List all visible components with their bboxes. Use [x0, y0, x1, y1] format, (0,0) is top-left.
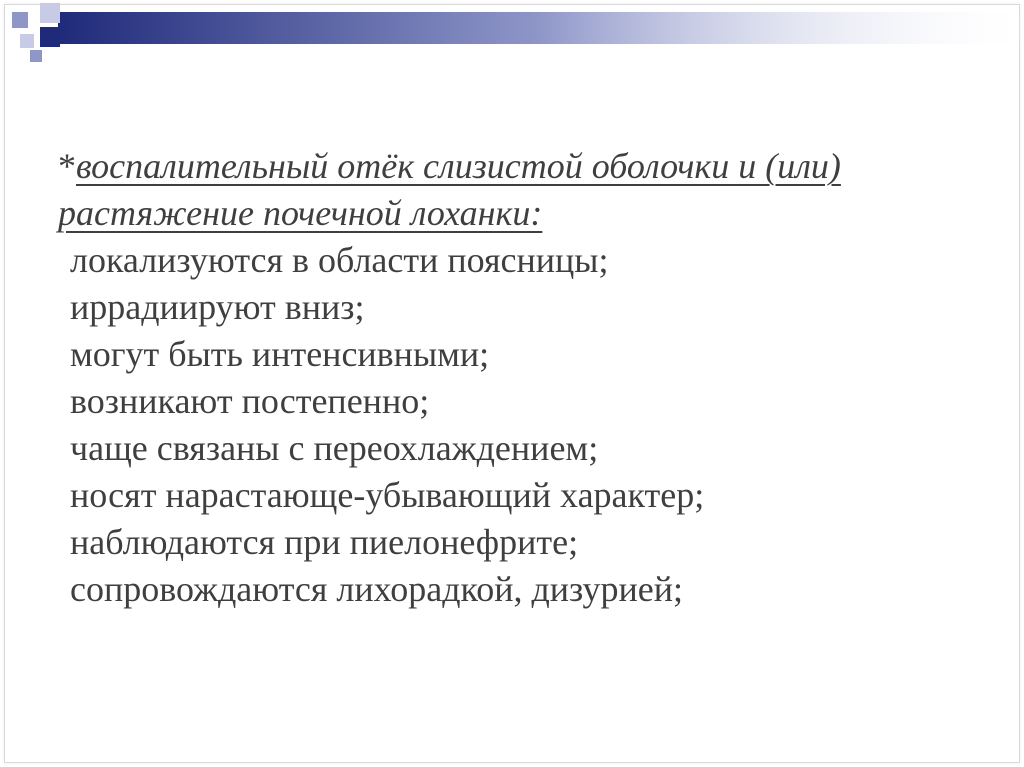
header-decoration: [0, 0, 1024, 70]
list-item: возникают постепенно;: [70, 381, 430, 421]
decor-square: [30, 50, 42, 62]
list-item: носят нарастающе-убывающий характер;: [70, 475, 705, 515]
decor-square: [40, 3, 60, 23]
list-item: локализуются в области поясницы;: [70, 240, 609, 280]
heading-line-2: [58, 190, 958, 237]
heading-line-1: [58, 143, 958, 190]
heading-text-1: воспалительный отёк слизистой оболочки и (или): [76, 146, 841, 186]
heading-text-2: растяжение почечной лоханки:: [58, 193, 543, 233]
slide-body: [58, 143, 958, 613]
list-item: могут быть интенсивными;: [70, 334, 490, 374]
list-item: сопровождаются лихорадкой, дизурией;: [70, 569, 684, 609]
header-gradient-band: [58, 12, 1024, 44]
decor-square: [12, 12, 28, 28]
bullet-marker: *: [58, 146, 76, 186]
list-item: иррадиируют вниз;: [70, 287, 365, 327]
decor-square: [40, 27, 60, 47]
list-item: наблюдаются при пиелонефрите;: [70, 522, 579, 562]
list-item: чаще связаны с переохлаждением;: [70, 428, 599, 468]
decor-square: [20, 34, 34, 48]
